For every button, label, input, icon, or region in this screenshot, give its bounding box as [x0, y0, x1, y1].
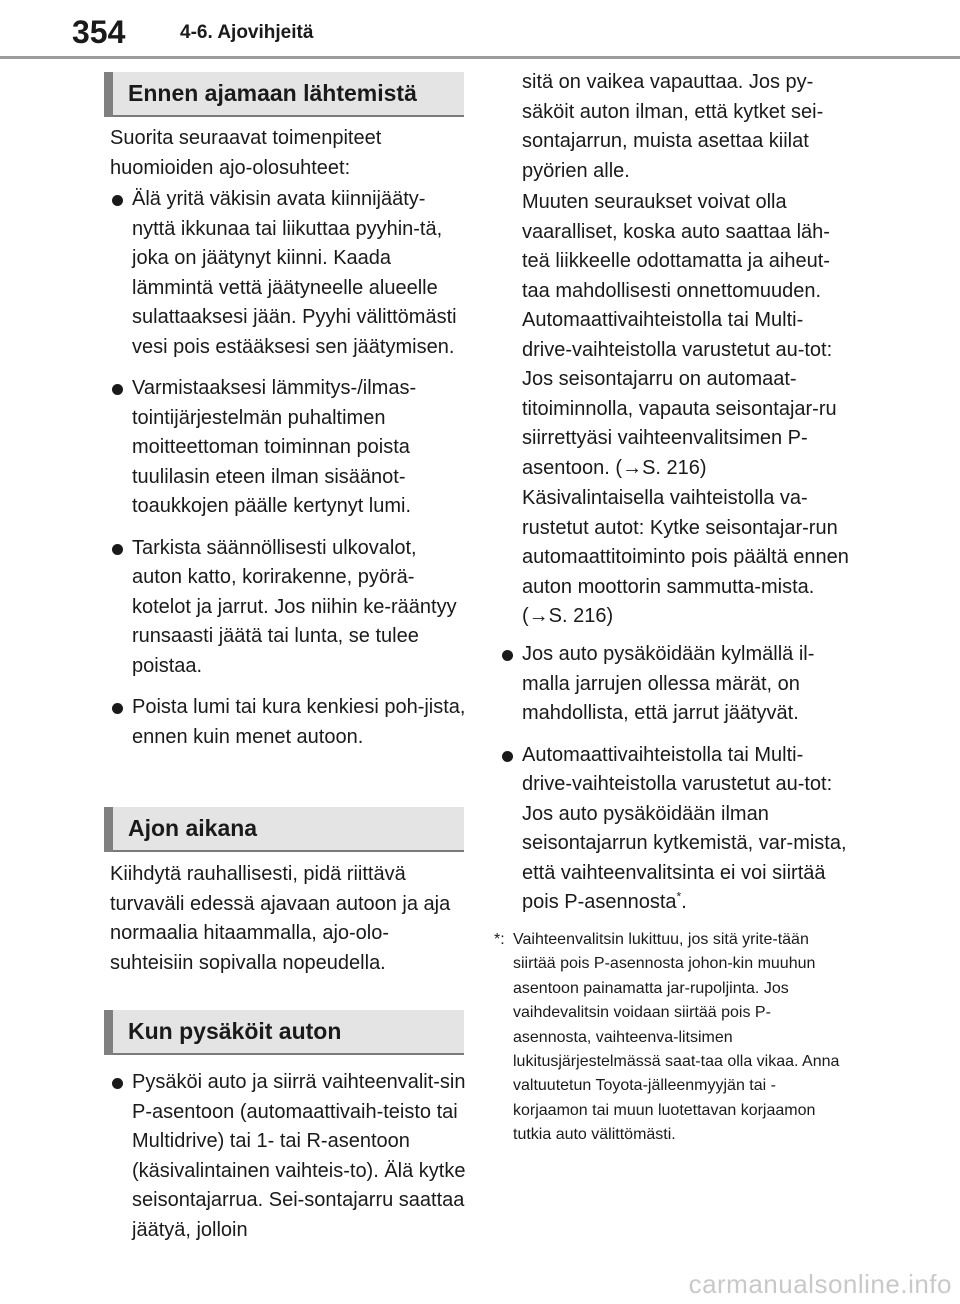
- heading-when-parking-text: Kun pysäköit auton: [128, 1018, 342, 1044]
- footnote: [494, 928, 846, 1148]
- before-bullet-list: [104, 185, 466, 764]
- parking-bullet-3-text: Automaattivaihteistolla tai Multi-drive-vaihteistolla varustetut au-tot: Jos auto pysäköidään ilman seisontajarrun kytkemistä, var-mista, että vaihteenvalitsinta ei voi siirtää pois P-asennosta: [522, 743, 847, 913]
- header-divider: [0, 56, 960, 59]
- sentence-period: .: [681, 891, 687, 913]
- before-intro: Suorita seuraavat toimenpiteet huomioiden ajo-olosuhteet:: [110, 127, 382, 179]
- driving-text: Kiihdytä rauhallisesti, pidä riittävä turvaväli edessä ajavaan autoon ja aja normaalia hitaammalla, ajo-olo-suhteisiin sopivalla nopeudella.: [110, 863, 451, 974]
- footnote-text: Vaihteenvalitsin lukittuu, jos sitä yrite-tään siirtää pois P-asennosta johon-kin muuhun asentoon painamatta jar-rupoljinta. Jos vaihdevalitsin voidaan siirtää pois P-asennosta, vaihteenva-litsimen lukitusjärjestelmässä saat-taa olla vikaa. Anna valtuutetun Toyota-jälleenmyyjän tai -korjaamon tai muun luotettavan korjaamon tutkia auto välittömästi.: [513, 931, 840, 1144]
- parking-bullet-1-continued: sitä on vaikea vapauttaa. Jos py-säköit auton ilman, että kytket sei-sontajarrun, muista asettaa kiilat pyörien alle.: [522, 71, 824, 182]
- parking-note-1: Muuten seuraukset voivat olla vaaralliset, koska auto saattaa läh-teä liikkeelle odottamatta ja aiheut-taa mahdollisesti onnettomuuden.: [522, 191, 830, 302]
- heading-when-parking: [104, 1010, 464, 1055]
- bullet-dot-icon: [112, 1078, 123, 1089]
- footnote-reference: *: [676, 889, 682, 904]
- parking-bullet-list-right: [494, 640, 850, 930]
- footnote-mark: *:: [494, 931, 505, 948]
- watermark: carmanualsonline.info: [688, 1269, 952, 1299]
- bullet-dot-icon: [112, 195, 123, 206]
- before-bullet-3-text: Tarkista säännöllisesti ulkovalot, auton katto, korirakenne, pyörä-kotelot ja jarrut. Jos niihin ke-rääntyy runsaasti jäätä tai lunta, se tulee poistaa.: [132, 536, 457, 677]
- parking-note-2: Automaattivaihteistolla tai Multi-drive-vaihteistolla varustetut au-tot: Jos seisontajarru on automaat-titoiminnolla, vapauta seisontajar-ru siirrettyäsi vaihteenvalitsimen P-asentoon. (→S. 216): [522, 309, 837, 479]
- page-number: 354: [72, 14, 126, 50]
- before-bullet-4-text: Poista lumi tai kura kenkiesi poh-jista, ennen kuin menet autoon.: [132, 696, 466, 748]
- before-bullet-1: [104, 185, 466, 362]
- bullet-dot-icon: [502, 650, 513, 661]
- parking-bullet-list: [104, 1068, 466, 1257]
- bullet-dot-icon: [112, 544, 123, 555]
- bullet-dot-icon: [112, 384, 123, 395]
- parking-bullet-2-text: Jos auto pysäköidään kylmällä il-malla jarrujen ollessa märät, on mahdollista, että jarrut jäätyvät.: [522, 643, 815, 724]
- heading-while-driving-text: Ajon aikana: [128, 815, 258, 841]
- heading-before-driving-text: Ennen ajamaan lähtemistä: [128, 80, 417, 106]
- parking-note-3: Käsivalintaisella vaihteistolla va-rustetut autot: Kytke seisontajar-run automaattitoiminto pois päältä ennen auton moottorin sammutta-mista. (→S. 216): [522, 487, 849, 627]
- heading-while-driving: [104, 807, 464, 852]
- section-title: 4-6. Ajovihjeitä: [180, 22, 314, 43]
- before-bullet-2: [104, 374, 466, 522]
- before-bullet-1-text: Älä yritä väkisin avata kiinnijääty-nyttä ikkunaa tai liikuttaa pyyhin-tä, joka on jäätynyt kiinni. Kaada lämmintä vettä jäätyneelle alueelle sulattaaksesi jään. Pyyhi välittömästi vesi pois estääksesi sen jäätymisen.: [132, 188, 457, 358]
- before-bullet-3: [104, 534, 466, 682]
- heading-before-driving: [104, 72, 464, 117]
- parking-bullet-1-text: Pysäköi auto ja siirrä vaihteenvalit-sin P-asentoon (automaattivaih-teisto tai Multidrive) tai 1- tai R-asentoon (käsivalintainen vaihteis-to). Älä kytke seisontajarrua. Sei-sontajarru saattaa jäätyä, jolloin: [132, 1071, 466, 1241]
- before-bullet-2-text: Varmistaaksesi lämmitys-/ilmas-tointijärjestelmän puhaltimen moitteettoman toiminnan poista tuulilasin eteen ilman sisäänot-toaukkojen päälle kertynyt lumi.: [132, 377, 417, 517]
- parking-bullet-2: [494, 640, 850, 729]
- bullet-dot-icon: [112, 703, 123, 714]
- before-bullet-4: [104, 693, 466, 752]
- bullet-dot-icon: [502, 751, 513, 762]
- parking-bullet-3: [494, 741, 850, 918]
- parking-bullet-1: [104, 1068, 466, 1245]
